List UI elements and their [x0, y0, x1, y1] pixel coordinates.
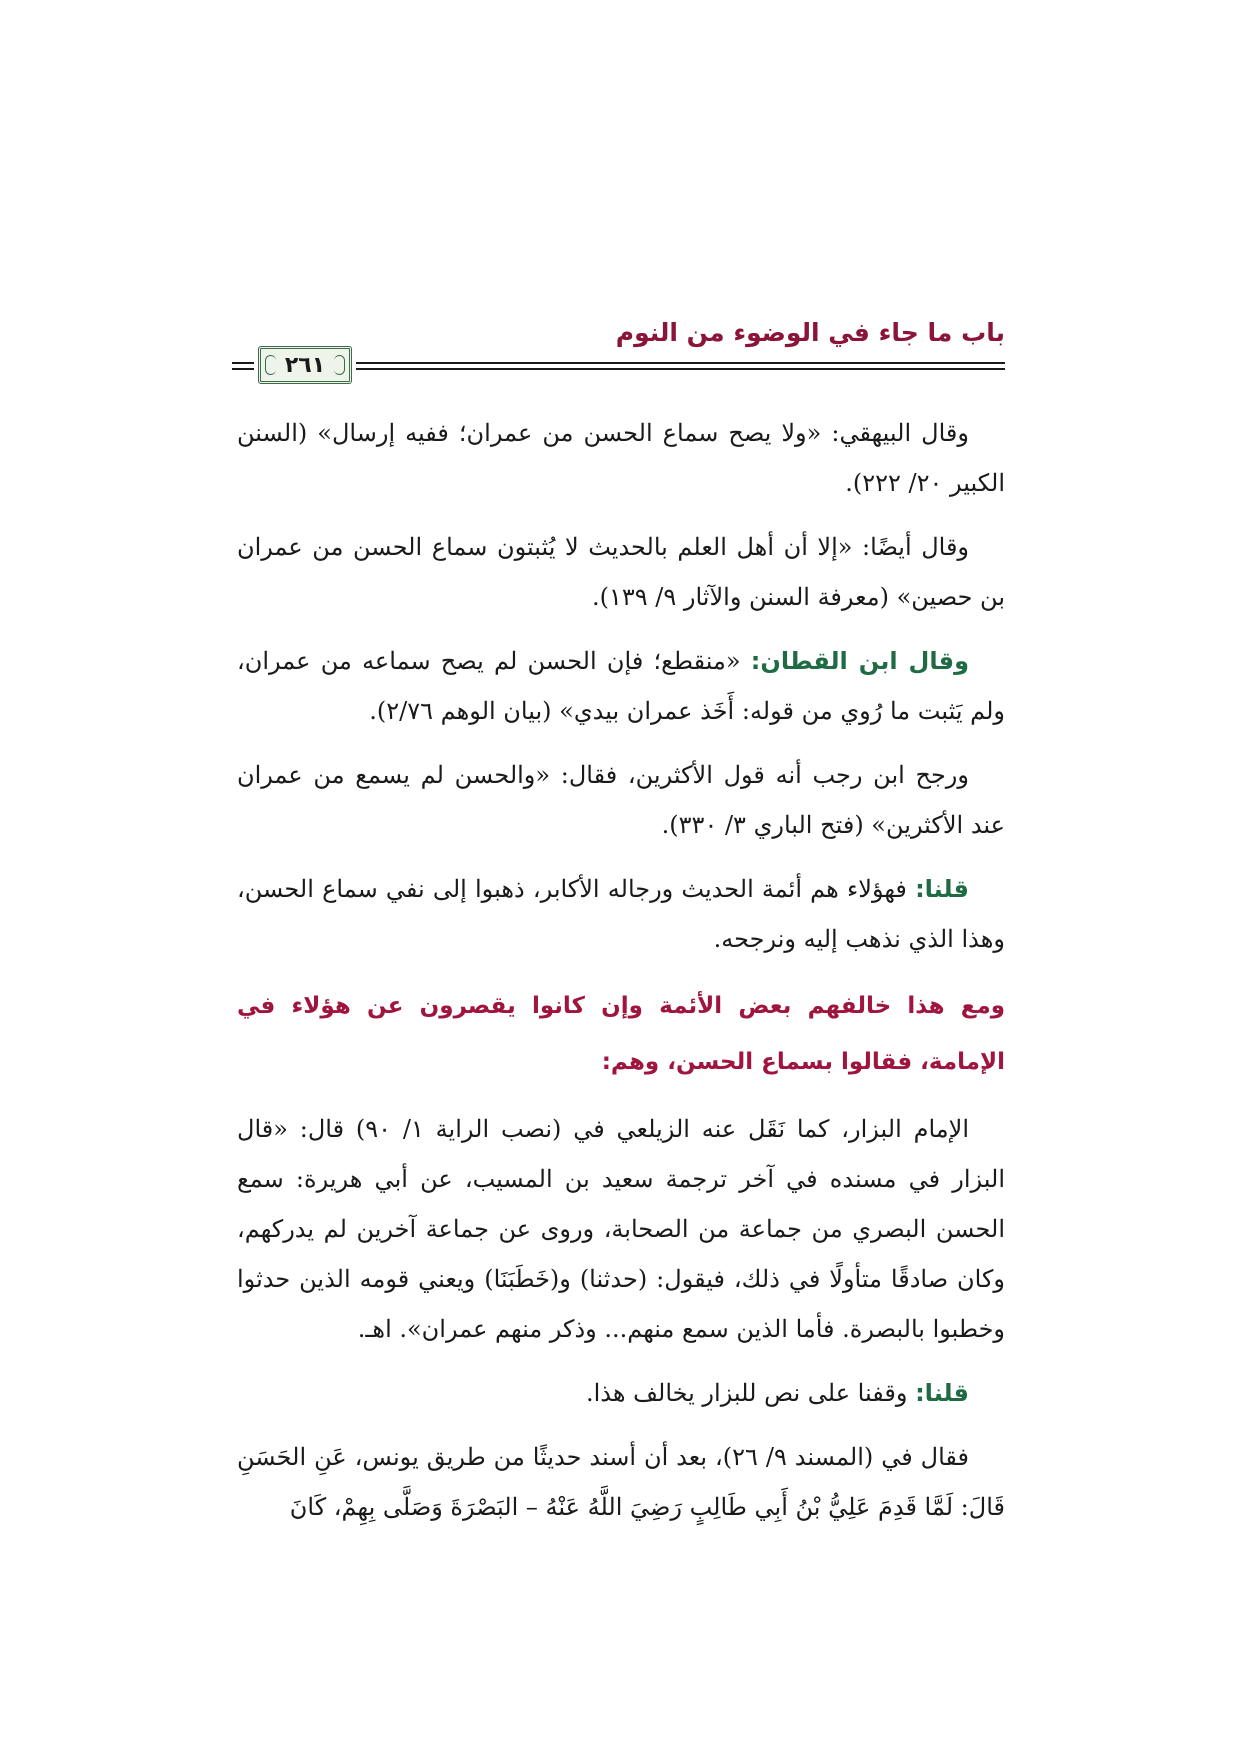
paragraph — [237, 1432, 1005, 1532]
paragraph — [237, 522, 1005, 622]
paragraph — [237, 636, 1005, 736]
header-rule — [356, 368, 1005, 370]
page-header — [232, 318, 1005, 380]
paragraph — [237, 864, 1005, 964]
paragraph — [237, 750, 1005, 850]
paragraph — [237, 408, 1005, 508]
header-rule — [232, 362, 254, 364]
paragraph-text: فهؤلاء هم أئمة الحديث ورجاله الأكابر، ذهبوا إلى نفي سماع الحسن، وهذا الذي نذهب إليه ونرجحه. — [237, 875, 1005, 953]
paragraph-text: «منقطع؛ فإن الحسن لم يصح سماعه من عمران، ولم يَثبت ما رُوي من قوله: أَخَذ عمران بيدي» (بيان الوهم ٢/٧٦). — [237, 647, 1005, 725]
paragraph-lead: قلنا: — [915, 1379, 969, 1407]
paragraph-text: ورجح ابن رجب أنه قول الأكثرين، فقال: «والحسن لم يسمع من عمران عند الأكثرين» (فتح الباري ٣/ ٣٣٠). — [237, 761, 1005, 839]
paragraph — [237, 1104, 1005, 1354]
paragraph-text: وقال أيضًا: «إلا أن أهل العلم بالحديث لا يُثبتون سماع الحسن من عمران بن حصين» (معرفة السنن والآثار ٩/ ١٣٩). — [237, 533, 1005, 611]
header-rule — [232, 368, 254, 370]
paragraph-text: الإمام البزار، كما نَقَل عنه الزيلعي في (نصب الراية ١/ ٩٠) قال: «قال البزار في مسنده في آخر ترجمة سعيد بن المسيب، عن أبي هريرة: سمع الحسن البصري من جماعة من الصحابة، وروى عن جماعة آخرين لم يدركهم، وكان صادقًا متأولًا في ذلك، فيقول: (حدثنا) و(خَطَبَنَا) ويعني قومه الذين حدثوا وخطبوا بالبصرة. فأما الذين سمع منهم... وذكر منهم عمران». اهـ. — [237, 1115, 1005, 1343]
page-number-badge — [258, 346, 352, 384]
paragraph-text: وقال البيهقي: «ولا يصح سماع الحسن من عمران؛ ففيه إرسال» (السنن الكبير ٢٠/ ٢٢٢). — [237, 419, 1005, 497]
page-number: ٢٦١ — [284, 352, 326, 378]
chapter-title: باب ما جاء في الوضوء من النوم — [615, 318, 1005, 347]
header-rule — [356, 362, 1005, 364]
paragraph-lead: قلنا: — [915, 875, 969, 903]
paragraph-lead: وقال ابن القطان: — [750, 647, 969, 675]
page-body — [237, 408, 1005, 1546]
paragraph — [237, 1368, 1005, 1418]
section-heading: ومع هذا خالفهم بعض الأئمة وإن كانوا يقصرون عن هؤلاء في الإمامة، فقالوا بسماع الحسن، وهم: — [237, 993, 1005, 1075]
paragraph-text: وقفنا على نص للبزار يخالف هذا. — [585, 1379, 908, 1407]
paragraph-text: فقال في (المسند ٩/ ٢٦)، بعد أن أسند حديثًا من طريق يونس، عَنِ الحَسَنِ قَالَ: لَمَّا قَدِمَ عَلِيُّ بْنُ أَبِي طَالِبٍ رَضِيَ اللَّهُ عَنْهُ – البَصْرَةَ وَصَلَّى بِهِمْ، كَانَ — [237, 1443, 1005, 1521]
